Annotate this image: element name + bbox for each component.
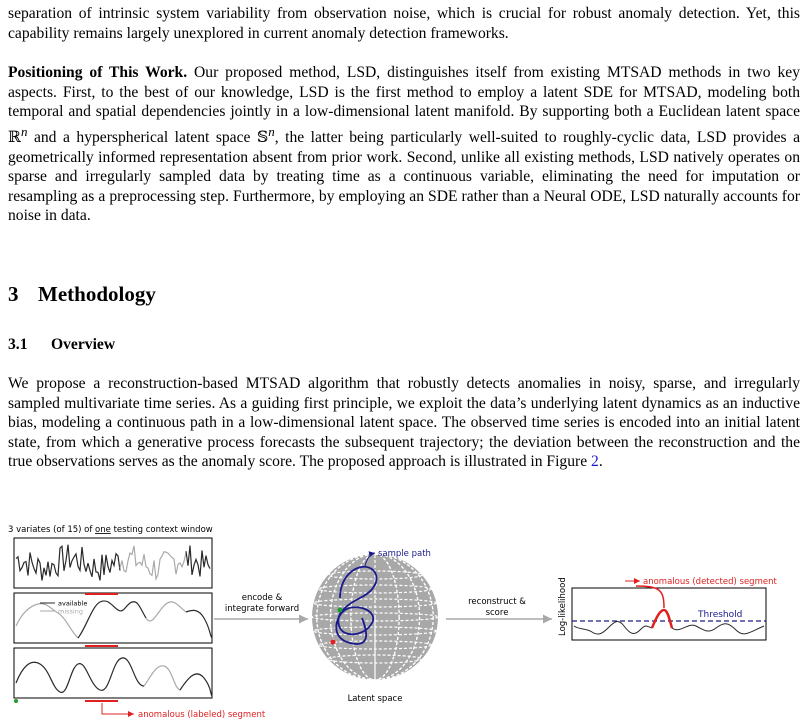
variate-panel-2 xyxy=(14,593,212,643)
sample-path-label: sample path xyxy=(378,549,431,559)
text-segment: , the latter being particularly well-suited to roughly-cyclic data, LSD provides a geometrically informed representation absent from prior work. Second, unlike all existing methods, LSD natively operates on sparse and irregularly sampled data by treating time as a continuous variable, eliminating the need for imputation or resampling as a preprocessing step. Furthermore, by employing an SDE rather than a Neural ODE, LSD naturally accounts for noise in data. xyxy=(8,128,800,225)
anomalous-labeled-label: anomalous (labeled) segment xyxy=(138,710,266,720)
math-symbol-s: 𝕊 xyxy=(256,128,269,146)
paragraph-lead: Positioning of This Work. xyxy=(8,64,188,81)
series-2-available-tail xyxy=(186,610,212,638)
series-2-missing-tail xyxy=(146,602,186,621)
series-1-missing xyxy=(120,546,186,579)
math-superscript: n xyxy=(20,123,28,139)
score-curve-tail xyxy=(672,624,764,634)
series-1-available-tail xyxy=(186,546,210,577)
legend-missing-label: missing xyxy=(58,607,83,616)
score-curve-anomaly xyxy=(652,610,672,628)
series-1-available xyxy=(16,545,120,581)
subsection-heading xyxy=(8,336,115,354)
encode-label-line2: integrate forward xyxy=(224,604,300,614)
math-superscript: n xyxy=(268,123,275,139)
section-heading xyxy=(8,282,156,307)
text-segment: We propose a reconstruction-based MTSAD algorithm that robustly detects anomalies in noisy, sparse, and irregularly sampled multivariate time series. As a guiding first principle, we exploit the data’s underlying latent dynamics as an inductive bias, modeling a continuous path in a low-dimensional latent space. The observed time series is encoded into an initial latent state, from which a generative process forecasts the subsequent trajectory; the deviation between the reconstruction and the true observations serves as the anomaly score. The proposed approach is illustrated in Figure xyxy=(8,375,800,471)
threshold-label: Threshold xyxy=(698,610,743,620)
figure-reference-link[interactable]: 2 xyxy=(591,453,599,471)
legend-available-label: available xyxy=(58,599,88,608)
anomalous-detected-label: anomalous (detected) segment xyxy=(643,577,777,587)
figure-diagram xyxy=(0,518,808,724)
figure-caption: 3 variates (of 15) of one testing context window xyxy=(8,525,213,535)
series-3-available xyxy=(16,658,144,692)
section-title: Methodology xyxy=(38,282,156,306)
initial-latent-state xyxy=(338,608,343,613)
series-3-missing xyxy=(144,666,180,690)
reconstruct-label-line2: score xyxy=(485,608,509,618)
paragraph-overview: We propose a reconstruction-based MTSAD algorithm that robustly detects anomalies in noisy, sparse, and irregularly sampled multivariate time series. As a guiding first principle, we exploit the data’s underlying latent dynamics as an inductive bias, modeling a continuous path in a low-dimensional latent space. The observed time series is encoded into an initial latent state, from which a generative process forecasts the subsequent trajectory; the deviation between the reconstruction and the true observations serves as the anomaly score. The proposed approach is illustrated in Figure 2. xyxy=(8,375,800,471)
anomaly-latent-point xyxy=(331,640,336,645)
anomaly-labeled-arrow xyxy=(102,703,134,714)
score-plot-ylabel: Log-likelihood xyxy=(558,577,568,636)
encode-label-line1: encode & xyxy=(241,593,283,603)
section-number: 3 xyxy=(8,282,19,306)
variate-panel-3 xyxy=(14,648,212,698)
latent-space-label: Latent space xyxy=(347,694,403,704)
paragraph-positioning xyxy=(8,63,800,226)
start-point-marker xyxy=(14,699,18,703)
figure-2 xyxy=(0,518,808,724)
score-curve xyxy=(574,622,652,635)
anomaly-detected-connector xyxy=(636,586,664,608)
math-symbol-r: ℝ xyxy=(8,128,21,146)
reconstruct-label-line1: reconstruct & xyxy=(468,597,526,607)
paragraph-intro: separation of intrinsic system variability from observation noise, which is crucial for robust anomaly detection. Yet, this capability remains largely unexplored in current anomaly detection frameworks. xyxy=(8,5,800,42)
subsection-title: Overview xyxy=(51,336,116,353)
series-2-available xyxy=(78,601,146,638)
subsection-number: 3.1 xyxy=(8,336,28,353)
text-segment: and a hyperspherical latent space xyxy=(27,128,257,146)
text-segment: Our proposed method, LSD, distinguishes itself from existing MTSAD methods in two key aspects. First, to the best of our knowledge, LSD is the first method to employ a latent SDE for MTSAD, modeling both temporal and spatial dependencies jointly in a low-dimensional latent manifold. By supporting both a Euclidean latent space xyxy=(8,64,801,121)
series-3-available-tail xyxy=(180,674,212,696)
